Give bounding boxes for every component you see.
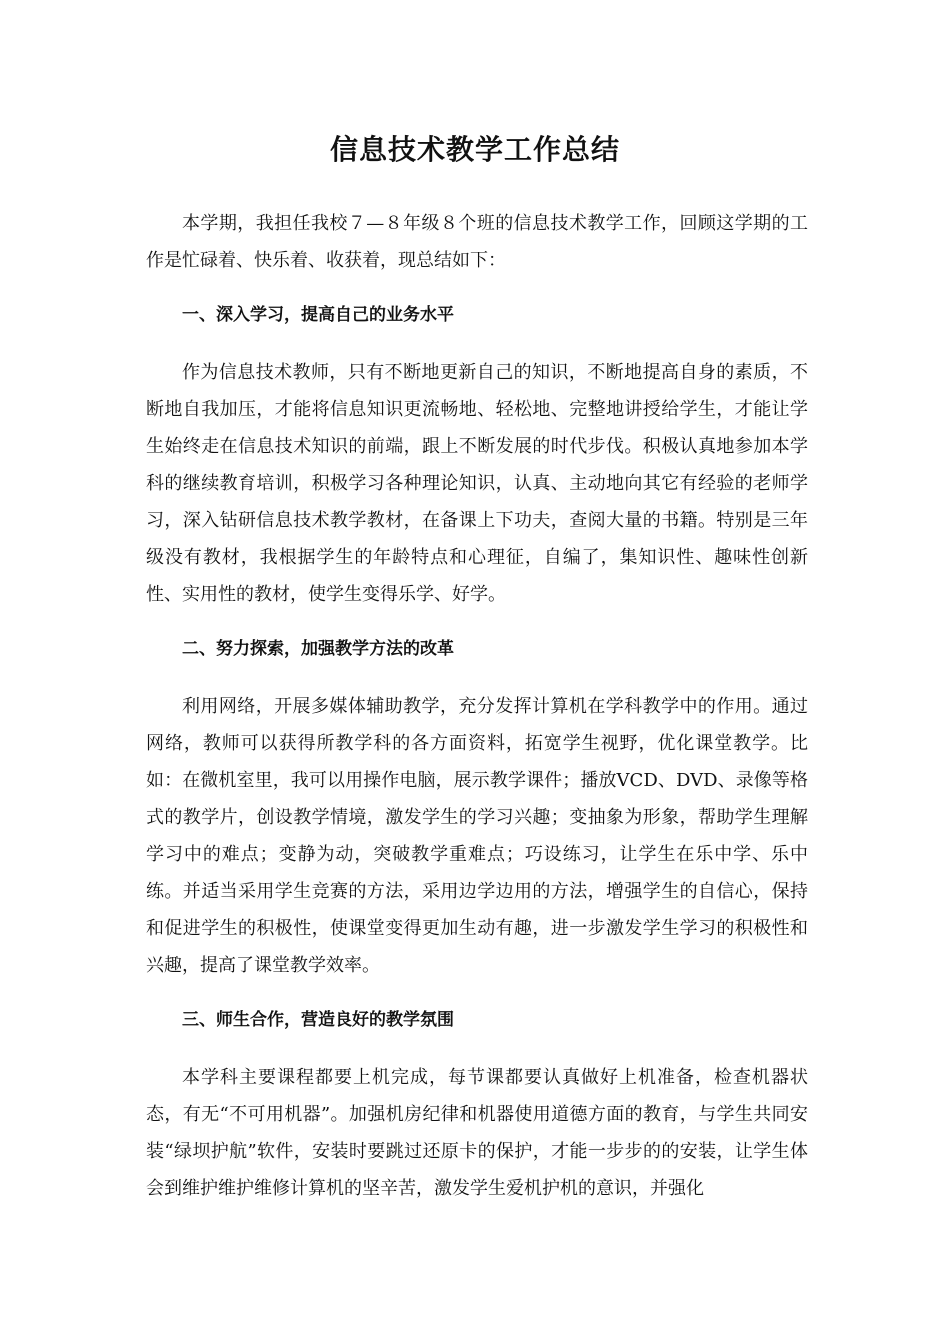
section-body-3: 本学科主要课程都要上机完成，每节课都要认真做好上机准备，检查机器状态，有无“不可用机器”。加强机房纪律和机器使用道德方面的教育，与学生共同安装“绿坝护航”软件，安装时要跳过还原卡的保护，才能一步步的的安装，让学生体会到维护维护维修计算机的坚辛苦，激发学生爱机护机的意识，并强化 bbox=[146, 1067, 808, 1199]
section-body-2: 利用网络，开展多媒体辅助教学，充分发挥计算机在学科教学中的作用。通过网络，教师可以获得所教学科的各方面资料，拓宽学生视野，优化课堂教学。比如：在微机室里，我可以用操作电脑，展示教学课件；播放VCD、DVD、录像等格式的教学片，创设教学情境，激发学生的学习兴趣；变抽象为形象，帮助学生理解学习中的难点；变静为动，突破教学重难点；巧设练习，让学生在乐中学、乐中练。并适当采用学生竞赛的方法，采用边学边用的方法，增强学生的自信心，保持和促进学生的积极性，使课堂变得更加生动有趣，进一步激发学生学习的积极性和兴趣，提高了课堂教学效率。 bbox=[146, 696, 808, 976]
section-body-1: 作为信息技术教师，只有不断地更新自己的知识，不断地提高自身的素质，不断地自我加压，才能将信息知识更流畅地、轻松地、完整地讲授给学生，才能让学生始终走在信息技术知识的前端，跟上不断发展的时代步伐。积极认真地参加本学科的继续教育培训，积极学习各种理论知识，认真、主动地向其它有经验的老师学习，深入钻研信息技术教学教材，在备课上下功夫，查阅大量的书籍。特别是三年级没有教材，我根据学生的年龄特点和心理征，自编了，集知识性、趣味性创新性、实用性的教材，使学生变得乐学、好学。 bbox=[146, 362, 808, 605]
section-heading-2: 二、努力探索，加强教学方法的改革 bbox=[182, 639, 454, 659]
document-body bbox=[146, 205, 808, 1207]
section-heading-1: 一、深入学习，提高自己的业务水平 bbox=[182, 305, 454, 325]
section-heading-3: 三、师生合作，营造良好的教学氛围 bbox=[182, 1010, 454, 1030]
document-title: 信息技术教学工作总结 bbox=[329, 133, 620, 166]
intro-paragraph: 本学期，我担任我校７—８年级８个班的信息技术教学工作，回顾这学期的工作是忙碌着、快乐着、收获着，现总结如下： bbox=[146, 213, 808, 271]
